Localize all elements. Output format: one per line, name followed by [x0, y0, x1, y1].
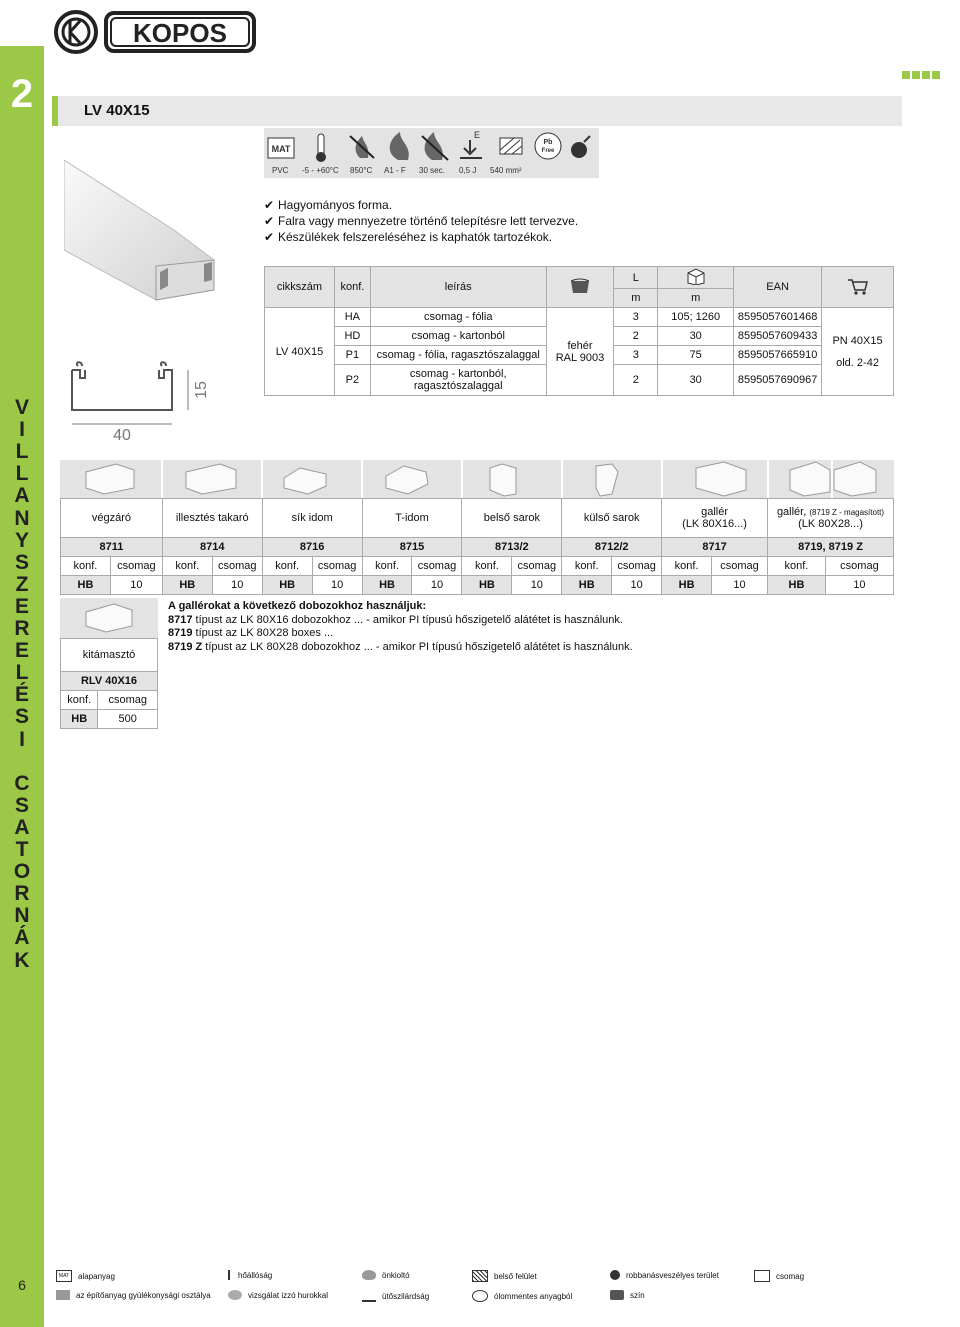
- vertical-title-char: S: [14, 793, 29, 817]
- inner-corner-image: [490, 464, 516, 496]
- legend-item: vizsgálat izzó hurokkal: [228, 1290, 328, 1300]
- mat-icon: MAT: [56, 1270, 72, 1282]
- vertical-title-char: N: [14, 904, 30, 928]
- impact-icon: [362, 1290, 376, 1302]
- desc-cell: csomag - kartonból: [370, 327, 546, 346]
- acc-pack-label: csomag: [712, 557, 768, 576]
- vertical-title-char: E: [14, 594, 29, 618]
- acc-pack-label: csomag: [212, 557, 262, 576]
- length-cell: 3: [614, 346, 658, 365]
- svg-text:E: E: [474, 130, 481, 140]
- color-icon: [610, 1290, 624, 1300]
- bomb-icon: [571, 136, 590, 158]
- length-cell: 3: [614, 308, 658, 327]
- color-cell: fehér RAL 9003: [546, 308, 614, 396]
- support-table: kitámasztó RLV 40X16 konf. csomag HB 500: [60, 638, 158, 729]
- header-desc: leírás: [370, 267, 546, 308]
- vertical-title-char: C: [14, 771, 30, 795]
- section-number: 2: [10, 72, 34, 116]
- prop-impact: 0,5 J: [459, 166, 477, 175]
- acc-pack-label: csomag: [825, 557, 893, 576]
- ean-cell: 8595057690967: [734, 365, 822, 396]
- feature-item: ✔ Falra vagy mennyezetre történő telepítésre lett tervezve.: [264, 214, 579, 228]
- product-image: [64, 140, 244, 440]
- product-table: [264, 266, 894, 396]
- header-marks: [902, 66, 942, 84]
- legend-item: csomag: [754, 1270, 804, 1282]
- prop-area: 540 mm²: [490, 166, 522, 175]
- ean-cell: 8595057665910: [734, 346, 822, 365]
- acc-conf-label: konf.: [262, 557, 312, 576]
- vertical-title-char: L: [15, 462, 29, 486]
- accessory-table: [60, 498, 894, 595]
- ean-cell: 8595057601468: [734, 308, 822, 327]
- vertical-title-char: Á: [14, 926, 30, 950]
- vertical-title-char: S: [14, 550, 29, 574]
- thermometer-icon: [316, 134, 326, 162]
- outer-corner-image: [596, 464, 618, 496]
- product-title: LV 40X15: [84, 102, 150, 119]
- header-code: cikkszám: [265, 267, 335, 308]
- acc-pack-value: 10: [612, 576, 662, 595]
- vertical-title-char: N: [14, 506, 30, 530]
- acc-conf-value: HB: [562, 576, 612, 595]
- length-cell: 2: [614, 327, 658, 346]
- vertical-title-char: E: [14, 639, 29, 663]
- vertical-title-char: Y: [14, 528, 29, 552]
- energy-arrow-icon: [460, 130, 482, 158]
- length-cell: 2: [614, 365, 658, 396]
- package-icon: [754, 1270, 770, 1282]
- package-cell: 75: [658, 346, 734, 365]
- support-image: [60, 598, 158, 638]
- acc-pack-value: 10: [312, 576, 362, 595]
- end-cap-image: [86, 464, 134, 494]
- prop-material: PVC: [272, 166, 289, 175]
- related-cell: PN 40X15 old. 2-42: [822, 308, 894, 396]
- vertical-title-char: V: [14, 396, 29, 419]
- lead-free-icon: [535, 133, 561, 159]
- vertical-title-char: I: [19, 418, 25, 442]
- package-cell: 105; 1260: [658, 308, 734, 327]
- acc-conf-value: HB: [362, 576, 412, 595]
- conf-cell: HA: [334, 308, 370, 327]
- package-header-icon: [658, 267, 734, 289]
- acc-conf-label: konf.: [61, 557, 111, 576]
- acc-pack-label: csomag: [412, 557, 462, 576]
- acc-conf-label: konf.: [562, 557, 612, 576]
- note-line: 8717 típust az LK 80X16 dobozokhoz ... - amikor PI típusú hőszigetelő alátétet is használunk.: [168, 613, 623, 626]
- vertical-title-char: A: [14, 815, 30, 839]
- acc-name: külső sarok: [562, 499, 662, 538]
- acc-pack-value: 10: [212, 576, 262, 595]
- legend-item: szín: [610, 1290, 645, 1300]
- prop-glow: 850°C: [350, 166, 373, 175]
- vertical-title-char: L: [15, 661, 29, 685]
- vertical-title-char: S: [14, 705, 29, 729]
- legend-item: MAT alapanyag: [56, 1270, 115, 1282]
- legend-item: ólommentes anyagból: [472, 1290, 572, 1302]
- note-line: 8719 Z típust az LK 80X28 dobozokhoz ... - amikor PI típusú hőszigetelő alátétet is használunk.: [168, 640, 633, 653]
- desc-cell: csomag - fólia, ragasztószalaggal: [370, 346, 546, 365]
- acc-pack-label: csomag: [110, 557, 162, 576]
- flame-crossed-icon: [56, 1290, 70, 1300]
- mat-icon: [268, 138, 294, 158]
- notes-heading: A gallérokat a következő dobozokhoz használjuk:: [168, 600, 427, 612]
- prop-self-ext: 30 sec.: [419, 166, 445, 175]
- support-name: kitámasztó: [61, 639, 158, 672]
- flame-icon: [390, 132, 409, 160]
- vertical-title-char: A: [14, 484, 30, 508]
- properties-strip: [264, 128, 599, 178]
- acc-conf-value: HB: [162, 576, 212, 595]
- acc-name: gallér, (8719 Z - magasított) (LK 80X28...): [768, 499, 894, 538]
- feature-item: ✔ Készülékek felszereléséhez is kaphatók tartozékok.: [264, 230, 553, 244]
- accessory-images: [60, 460, 894, 498]
- svg-text:MAT: MAT: [271, 144, 291, 154]
- unit-package: m: [658, 289, 734, 308]
- joint-cover-image: [186, 464, 236, 494]
- cart-header-icon: [822, 267, 894, 308]
- svg-text:Pb: Pb: [543, 139, 553, 146]
- sidebar-top: [0, 0, 44, 46]
- acc-conf-label: konf.: [768, 557, 826, 576]
- header-conf: konf.: [334, 267, 370, 308]
- flame-icon: [362, 1270, 376, 1280]
- acc-code: 8715: [362, 538, 462, 557]
- acc-code: 8716: [262, 538, 362, 557]
- hatched-icon: [500, 138, 522, 154]
- acc-pack-value: 10: [712, 576, 768, 595]
- prop-class: A1 - F: [384, 166, 406, 175]
- acc-name: végzáró: [61, 499, 163, 538]
- t-piece-image: [386, 466, 428, 494]
- desc-cell: csomag - kartonból, ragasztószalaggal: [370, 365, 546, 396]
- desc-cell: csomag - fólia: [370, 308, 546, 327]
- vertical-title-char: O: [13, 860, 31, 884]
- acc-conf-value: HB: [768, 576, 826, 595]
- conf-cell: P2: [334, 365, 370, 396]
- check-icon: ✔: [264, 214, 275, 228]
- acc-code: 8711: [61, 538, 163, 557]
- thermometer-icon: [228, 1270, 232, 1280]
- acc-pack-value: 10: [110, 576, 162, 595]
- hatched-icon: [472, 1270, 488, 1282]
- ean-cell: 8595057609433: [734, 327, 822, 346]
- vertical-title-char: T: [15, 838, 29, 861]
- legend-item: ütőszilárdság: [362, 1290, 429, 1302]
- conf-cell: HD: [334, 327, 370, 346]
- acc-name: illesztés takaró: [162, 499, 262, 538]
- package-cell: 30: [658, 365, 734, 396]
- glow-wire-icon: [228, 1290, 242, 1300]
- legend-item: robbanásveszélyes terület: [610, 1270, 719, 1280]
- prop-temp: -5 - +60°C: [302, 166, 339, 175]
- flame-crossed-2-icon: [422, 132, 448, 160]
- acc-pack-value: 10: [825, 576, 893, 595]
- acc-code: 8713/2: [462, 538, 562, 557]
- product-code: LV 40X15: [265, 308, 335, 396]
- drawing-width-label: 40: [113, 427, 131, 440]
- vertical-title-char: K: [14, 948, 30, 972]
- legend-item: önkioltó: [362, 1270, 410, 1280]
- cross-section-drawing: [72, 362, 210, 440]
- acc-name: gallér (LK 80X16...): [662, 499, 768, 538]
- unit-length: m: [614, 289, 658, 308]
- bomb-icon: [610, 1270, 620, 1280]
- acc-conf-label: konf.: [462, 557, 512, 576]
- svg-text:KOPOS: KOPOS: [133, 18, 227, 48]
- acc-code: 8717: [662, 538, 768, 557]
- conf-cell: P1: [334, 346, 370, 365]
- acc-pack-label: csomag: [312, 557, 362, 576]
- vertical-title-char: Z: [15, 572, 29, 596]
- acc-pack-label: csomag: [612, 557, 662, 576]
- check-icon: ✔: [264, 230, 275, 244]
- drawing-height-label: 15: [193, 381, 210, 399]
- legend-item: az építőanyag gyúlékonysági osztálya: [56, 1290, 211, 1300]
- flat-angle-image: [284, 468, 326, 494]
- flame-crossed-icon: [350, 136, 374, 158]
- acc-conf-value: HB: [262, 576, 312, 595]
- notes: [168, 600, 633, 654]
- acc-pack-value: 10: [512, 576, 562, 595]
- acc-name: T-idom: [362, 499, 462, 538]
- title-bar: [52, 96, 902, 126]
- acc-code: 8714: [162, 538, 262, 557]
- acc-conf-value: HB: [462, 576, 512, 595]
- acc-code: 8719, 8719 Z: [768, 538, 894, 557]
- package-cell: 30: [658, 327, 734, 346]
- header-ean: EAN: [734, 267, 822, 308]
- collar-image: [696, 462, 746, 496]
- check-icon: ✔: [264, 198, 275, 212]
- note-line: 8719 típust az LK 80X28 boxes ...: [168, 627, 334, 639]
- acc-conf-value: HB: [662, 576, 712, 595]
- acc-conf-label: konf.: [162, 557, 212, 576]
- acc-name: sík idom: [262, 499, 362, 538]
- acc-conf-value: HB: [61, 576, 111, 595]
- kopos-logo: [52, 8, 258, 56]
- feature-item: ✔ Hagyományos forma.: [264, 198, 393, 212]
- vertical-title-char: L: [15, 440, 29, 464]
- acc-name: belső sarok: [462, 499, 562, 538]
- acc-conf-label: konf.: [662, 557, 712, 576]
- support-code: RLV 40X16: [61, 672, 158, 691]
- vertical-title-char: É: [14, 683, 29, 707]
- vertical-title-char: R: [14, 882, 30, 906]
- lead-free-icon: [472, 1290, 488, 1302]
- legend-item: belső felület: [472, 1270, 537, 1282]
- acc-code: 8712/2: [562, 538, 662, 557]
- acc-pack-value: 10: [412, 576, 462, 595]
- acc-conf-label: konf.: [362, 557, 412, 576]
- color-header-icon: [546, 267, 614, 308]
- vertical-title-char: I: [19, 727, 25, 751]
- acc-pack-label: csomag: [512, 557, 562, 576]
- page-number: 6: [18, 1277, 26, 1293]
- header-length: L: [614, 267, 658, 289]
- svg-text:Free: Free: [541, 148, 555, 154]
- legend-item: hőállóság: [228, 1270, 272, 1280]
- vertical-title-char: R: [14, 617, 30, 640]
